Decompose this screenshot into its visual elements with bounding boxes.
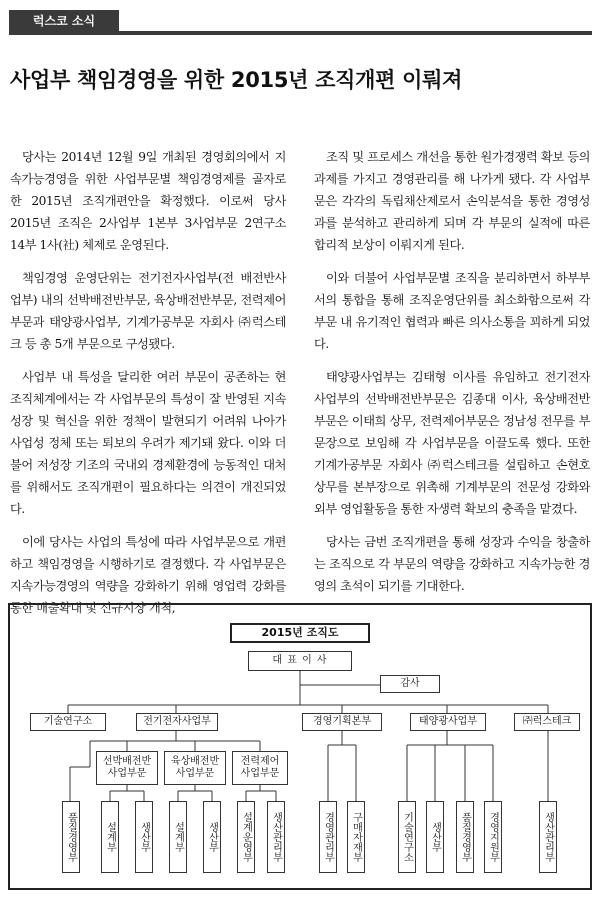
- sub-division-box: 육상배전반 사업부문: [164, 751, 226, 785]
- division-box: 기술연구소: [30, 713, 106, 731]
- division-box: 태양광사업부: [410, 713, 486, 731]
- article-title: 사업부 책임경영을 위한 2015년 조직개편 이뤄져: [10, 68, 463, 92]
- department-box: 기술연구소: [398, 801, 416, 873]
- department-box: 생산부: [426, 801, 444, 873]
- paragraph: 당사는 2014년 12월 9일 개최된 경영회의에서 지속가능경영을 위한 사업부문별 책임경영제를 골자로 한 2015년 조직개편안을 확정했다. 이로써 당사 2015년 조직은 2사업부 1본부 3사업부문 2연구소 14부 1사(社) 체제로 운영된다.: [10, 150, 286, 252]
- audit-box: 감사: [380, 675, 440, 693]
- section-rule: [9, 31, 592, 35]
- sub-division-box: 선박배전반 사업부문: [96, 751, 158, 785]
- department-box: 생산부: [203, 801, 221, 873]
- division-box: 경영기획본부: [302, 713, 382, 731]
- department-box: 설계운영부: [237, 801, 255, 873]
- department-box: 설계부: [101, 801, 119, 873]
- paragraph: 이에 당사는 사업의 특성에 따라 사업부문으로 개편하고 책임경영을 시행하기로 결정했다. 각 사업부문은 지속가능경영의 역량을 강화하기 위해 영업력 강화를 통한 매출확대 및 신규시장 개척,: [10, 535, 286, 615]
- department-box: 설계부: [169, 801, 187, 873]
- department-box: 생산관리부: [267, 801, 285, 873]
- paragraph: 조직 및 프로세스 개선을 통한 원가경쟁력 확보 등의 과제를 가지고 경영관리를 해 나가게 됐다. 각 사업부문은 각각의 독립채산제로서 손익분석을 통한 경영성과를 분석하고 관리하게 되며 각 부문의 실적에 따른 합리적 보상이 이뤄지게 된다.: [314, 150, 590, 252]
- department-box: 생산관리부: [539, 801, 557, 873]
- department-box: 경영관리부: [319, 801, 337, 873]
- department-box: 품질경영부: [62, 801, 80, 873]
- org-chart-connectors: [10, 605, 590, 888]
- paragraph: 당사는 금번 조직개편을 통해 성장과 수익을 창출하는 조직으로 각 부문의 역량을 강화하고 지속가능한 경영의 초석이 되기를 기대한다.: [314, 535, 590, 593]
- division-box: 전기전자사업부: [136, 713, 218, 731]
- article-column-left: [10, 146, 286, 630]
- department-box: 구매자재부: [347, 801, 365, 873]
- org-chart-title: 2015년 조직도: [230, 623, 370, 643]
- org-chart: [8, 603, 592, 890]
- sub-division-box: 전력제어 사업부문: [232, 751, 288, 785]
- department-box: 경영지원부: [484, 801, 502, 873]
- ceo-box: 대 표 이 사: [248, 651, 352, 671]
- department-box: 생산부: [135, 801, 153, 873]
- paragraph: 책임경영 운영단위는 전기전자사업부(전 배전반사업부) 내의 선박배전반부문, 육상배전반부문, 전력제어부문과 태양광사업부, 기계가공부문 자회사 ㈜럭스테크 등 총 5개 부문으로 구성됐다.: [10, 271, 286, 351]
- section-tab: 럭스코 소식: [9, 10, 119, 32]
- department-box: 품질경영부: [456, 801, 474, 873]
- division-box: ㈜럭스테크: [514, 713, 580, 731]
- article-column-right: [314, 146, 590, 608]
- paragraph: 태양광사업부는 김태형 이사를 유임하고 전기전자사업부의 선박배전반부문은 김종대 이사, 육상배전반부문은 이태희 상무, 전력제어부문은 정남성 전무를 부문장으로 보임해 각 사업부문을 이끌도록 했다. 또한 기계가공부문 자회사 ㈜럭스테크를 설립하고 손현호 상무를 본부장으로 위촉해 기계부문의 전문성 강화와 외부 영업활동을 통한 자생력 확보의 충족을 맡겼다.: [314, 370, 590, 516]
- paragraph: 이와 더불어 사업부문별 조직을 분리하면서 하부부서의 통합을 통해 조직운영단위를 최소화함으로써 각 부문 내 유기적인 협력과 빠른 의사소통을 꾀하게 되었다.: [314, 271, 590, 351]
- paragraph: 사업부 내 특성을 달리한 여러 부문이 공존하는 현 조직체계에서는 각 사업부문의 특성이 잘 반영된 지속성장 및 혁신을 위한 정책이 발현되기 어려워 나아가 사업성 정체 또는 퇴보의 우려가 제기돼 왔다. 이와 더불어 저성장 기조의 국내외 경제환경에 능동적인 대처를 위해서도 조직개편이 필요하다는 의견이 개진되었다.: [10, 370, 286, 516]
